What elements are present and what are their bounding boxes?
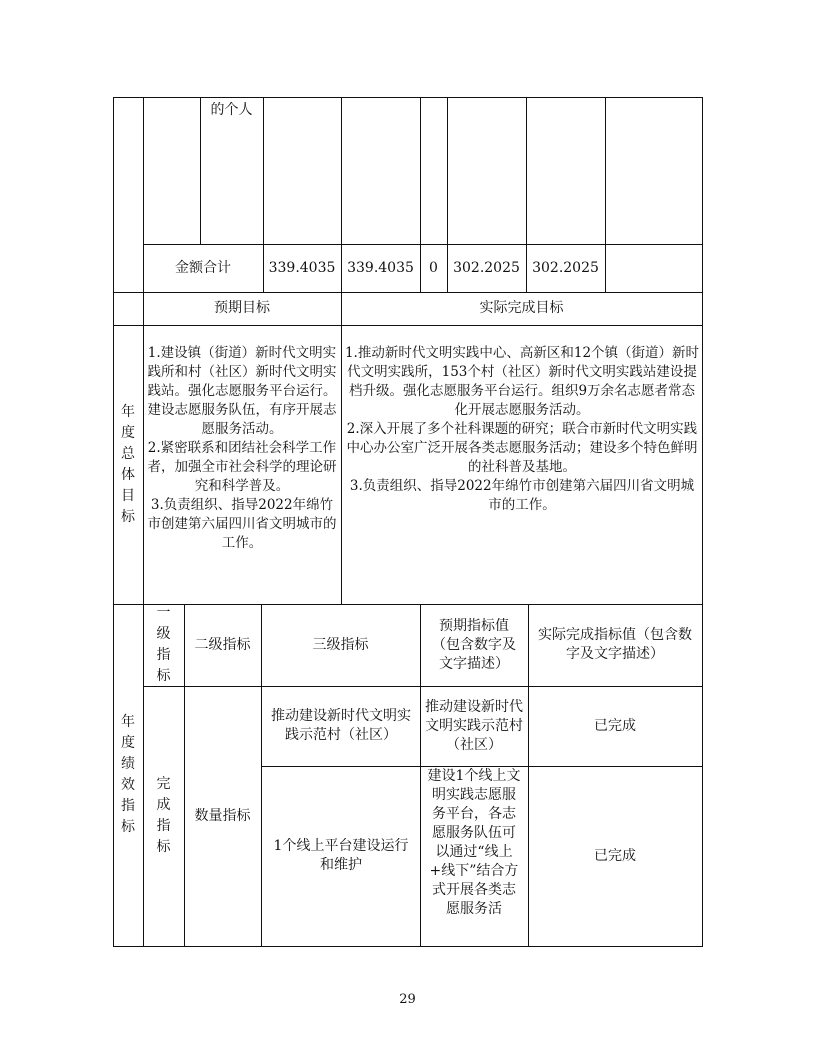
col-line-h <box>605 97 606 292</box>
indicator-side-label: 年度绩效指标 <box>121 714 135 835</box>
actual-goal-text: 1.推动新时代文明实践中心、高新区和12个镇（街道）新时代文明实践所，153个村（社区）新时代文明实践站建设提档升级。强化志愿服务平台运行。组织9万余名志愿者常态化开展志愿服务活动。 2.深入开展了多个社科课题的研究；联合市新时代文明实践中心办公室广泛开展各类志愿服务活动；建设多个特色鲜明的社科普及基地。 3.负责组织、指导2022年绵竹市创建第六届四川省文明城市的工作。 <box>344 345 700 513</box>
header-level3: 三级指标 <box>312 636 369 653</box>
row2-level3: 1个线上平台建设运行和维护 <box>273 838 409 873</box>
row1-expected: 推动建设新时代文明实践示范村（社区） <box>425 698 523 753</box>
divider-goals-header <box>113 325 702 326</box>
ind-line-4 <box>420 604 421 946</box>
goals-mid-line <box>341 292 342 604</box>
individual-text: 的个人 <box>210 102 253 118</box>
header-expected: 预期指标值（包含数字及文字描述） <box>432 617 516 672</box>
level2-value: 数量指标 <box>194 807 251 824</box>
border-bottom <box>113 946 702 947</box>
individual-cell <box>200 97 263 137</box>
header-actual: 实际完成指标值（包含数字及文字描述） <box>538 627 692 662</box>
total-label-cell <box>143 244 263 292</box>
ind-line-2 <box>184 604 185 946</box>
total-value-3: 0 <box>429 259 438 276</box>
border-right <box>702 97 703 947</box>
goals-left-line <box>143 292 144 604</box>
header-level2: 二级指标 <box>194 636 251 653</box>
row1-actual: 已完成 <box>594 717 636 734</box>
expected-goal-text: 1.建设镇（街道）新时代文明实践所和村（社区）新时代文明实践站。强化志愿服务平台运行。建设志愿服务队伍，有序开展志愿服务活动。 2.紧密联系和团结社会科学工作者，加强全市社会科学的理论研究和科学普及。 3.负责组织、指导2022年绵竹市创建第六届四川省文明城市的工作。 <box>147 345 337 551</box>
page-number: 29 <box>399 992 416 1007</box>
actual-goal-header: 实际完成目标 <box>479 300 564 316</box>
row1-level3: 推动建设新时代文明实践示范村（社区） <box>271 708 411 743</box>
expected-goal-header: 预期目标 <box>214 300 270 316</box>
total-value-2: 339.4035 <box>347 259 414 276</box>
total-value-1: 339.4035 <box>268 259 336 276</box>
row2-expected: 建设1个线上文明实践志愿服务平台，各志愿服务队伍可以通过“线上+线下”结合方式开展各类志愿服务活 <box>427 768 521 917</box>
header-level1: 一级指标 <box>156 605 171 684</box>
annual-goal-label: 年度总体目标 <box>121 403 135 525</box>
total-label: 金额合计 <box>175 259 231 276</box>
level1-value: 完成指标 <box>156 776 171 855</box>
row2-actual: 已完成 <box>594 847 636 864</box>
total-value-4: 302.2025 <box>453 259 520 276</box>
total-value-5: 302.2025 <box>532 259 599 276</box>
